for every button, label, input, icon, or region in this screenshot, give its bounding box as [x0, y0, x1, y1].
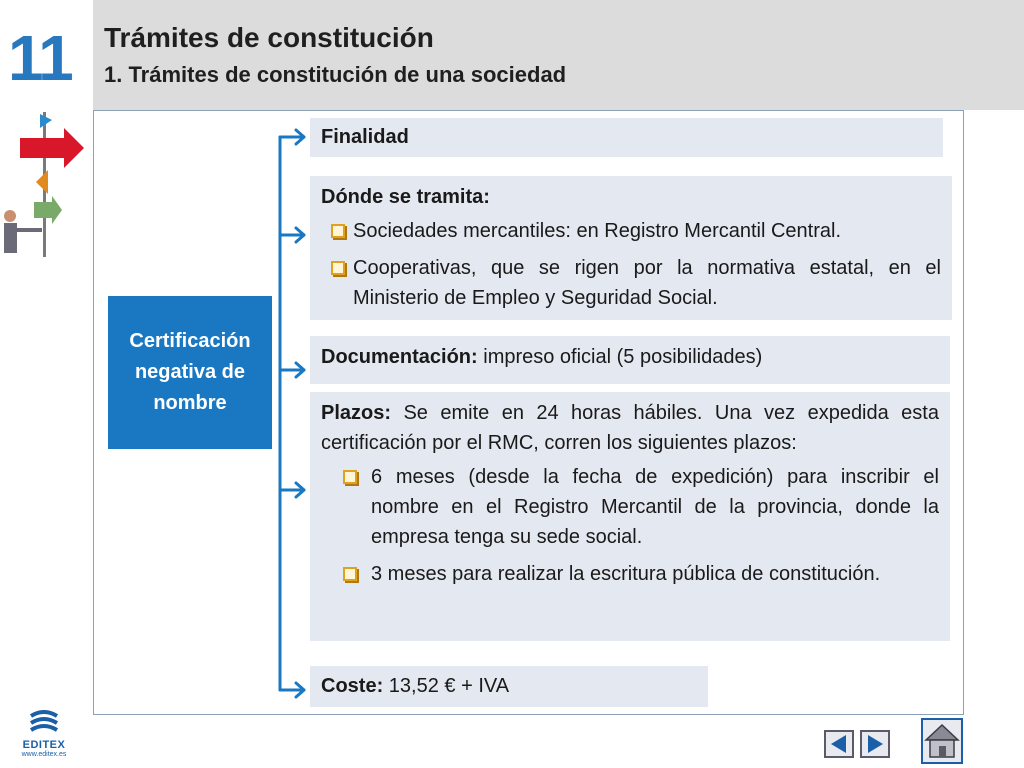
list-item: Sociedades mercantiles: en Registro Mercantil Central.: [321, 216, 941, 246]
header-band: [93, 0, 1024, 110]
donde-label: Dónde se tramita:: [321, 186, 490, 208]
documentacion-text: impreso oficial (5 posibilidades): [477, 346, 763, 368]
slide-title: Trámites de constitución: [104, 22, 434, 53]
plazos-list: [321, 462, 939, 589]
topic-box: [108, 296, 272, 449]
plazos-intro: [321, 398, 939, 458]
finalidad-box: [310, 118, 943, 157]
donde-box: [310, 176, 952, 320]
list-item: Cooperativas, que se rigen por la normativa estatal, en el Ministerio de Empleo y Seguridad Social.: [321, 253, 941, 313]
square-bullet-icon: [343, 470, 357, 484]
topic-line-3: nombre: [153, 392, 227, 414]
editex-url: www.editex.es: [21, 751, 67, 758]
plazos-text: Se emite en 24 horas hábiles. Una vez expedida esta certificación por el RMC, corren los siguientes plazos:: [321, 402, 939, 454]
list-item: 3 meses para realizar la escritura pública de constitución.: [321, 559, 939, 589]
slide-subtitle: 1. Trámites de constitución de una sociedad: [104, 62, 567, 87]
editex-logo: [14, 710, 74, 762]
chapter-number: 11: [8, 22, 72, 94]
plazos-label: Plazos:: [321, 402, 392, 424]
square-bullet-icon: [331, 261, 345, 275]
topic-line-1: Certificación: [129, 330, 251, 352]
coste-label: Coste:: [321, 675, 384, 697]
editex-wave-icon: [27, 710, 61, 732]
donde-list: [321, 216, 941, 313]
square-bullet-icon: [331, 224, 345, 238]
documentacion-label: Documentación:: [321, 346, 478, 368]
bracket-connector: [270, 125, 312, 700]
prev-button[interactable]: [824, 730, 854, 758]
next-button[interactable]: [860, 730, 890, 758]
signpost-person-icon: [0, 112, 90, 262]
coste-box: [310, 666, 708, 707]
documentacion-box: [310, 336, 950, 384]
topic-line-2: negativa de: [134, 361, 246, 383]
square-bullet-icon: [343, 567, 357, 581]
coste-text: 13,52 € + IVA: [383, 675, 510, 697]
finalidad-label: Finalidad: [321, 126, 409, 148]
list-item: 6 meses (desde la fecha de expedición) para inscribir el nombre en el Registro Mercantil de la provincia, donde la empresa tenga su sede social.: [321, 462, 939, 552]
editex-brand: EDITEX: [22, 739, 66, 751]
plazos-box: [310, 392, 950, 641]
home-button[interactable]: [921, 718, 963, 764]
